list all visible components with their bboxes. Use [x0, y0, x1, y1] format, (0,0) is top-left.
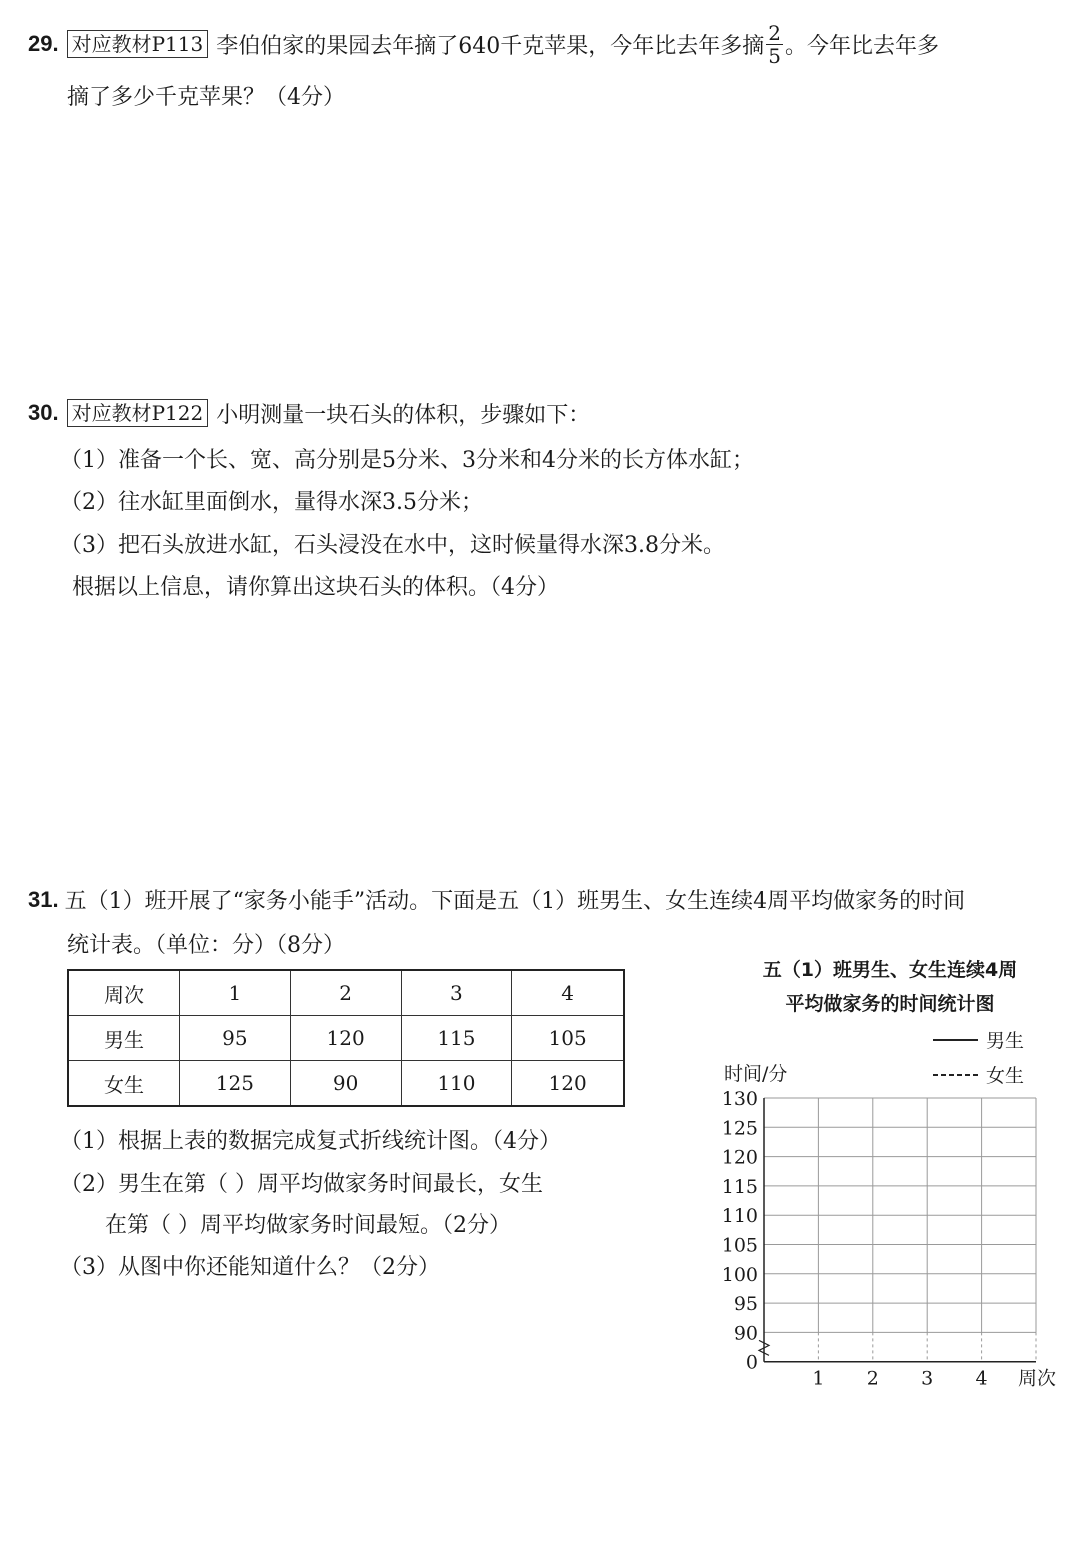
q30-step3: （3）把石头放进水缸，石头浸没在水中，这时候量得水深3.8分米。	[60, 533, 725, 558]
chart-title-line2: 平均做家务的时间统计图	[785, 993, 995, 1015]
y-tick-label: 0	[745, 1351, 758, 1374]
x-tick-label: 4	[975, 1367, 988, 1390]
x-axis-label: 周次	[1018, 1367, 1057, 1390]
y-tick-label: 130	[721, 1088, 758, 1110]
q29-text-b: 。今年比去年多	[784, 33, 939, 59]
table-header-cell: 3	[401, 970, 512, 1016]
q30-step2: （2）往水缸里面倒水，量得水深3.5分米；	[60, 490, 483, 515]
table-header-cell: 4	[512, 970, 624, 1016]
y-tick-label: 110	[721, 1205, 758, 1228]
y-tick-label: 95	[733, 1293, 758, 1316]
q29-fraction-numerator: 2	[768, 20, 781, 45]
table-cell: 男生	[68, 1016, 180, 1061]
table-header-cell: 周次	[68, 970, 180, 1016]
table-cell: 105	[512, 1016, 624, 1061]
y-tick-label: 125	[721, 1117, 758, 1140]
legend-label: 女生	[986, 1065, 1025, 1087]
table-cell: 95	[180, 1016, 291, 1061]
q31-number: 31.	[28, 886, 59, 912]
table-cell: 120	[290, 1016, 401, 1061]
table-header-cell: 1	[180, 970, 291, 1016]
y-tick-label: 100	[721, 1263, 758, 1286]
table-header-cell: 2	[290, 970, 401, 1016]
legend-label: 男生	[986, 1030, 1025, 1052]
table-cell: 120	[512, 1061, 624, 1107]
q29-text-a: 李伯伯家的果园去年摘了640千克苹果，今年比去年多摘	[216, 33, 765, 59]
q31-sub2b: 在第（ ）周平均做家务时间最短。（2分）	[105, 1213, 511, 1238]
x-tick-label: 1	[812, 1367, 825, 1390]
x-tick-label: 2	[866, 1367, 879, 1390]
x-tick-label: 3	[921, 1367, 934, 1390]
chart-title-line1: 五（1）班男生、女生连续4周	[762, 959, 1018, 981]
y-axis-label: 时间/分	[724, 1063, 788, 1085]
table-cell: 115	[401, 1016, 512, 1061]
table-cell: 90	[290, 1061, 401, 1107]
y-tick-label: 90	[733, 1322, 758, 1345]
q29-line2: 摘了多少千克苹果？（4分）	[67, 85, 345, 110]
axis-break-mark	[759, 1340, 769, 1355]
q31-sub3: （3）从图中你还能知道什么？（2分）	[60, 1255, 440, 1280]
q29-textbook-ref: 对应教材P113	[67, 30, 209, 58]
q29-number: 29.	[28, 31, 59, 56]
q30-textbook-ref: 对应教材P122	[67, 399, 209, 427]
y-tick-label: 115	[721, 1175, 758, 1198]
table-cell: 110	[401, 1061, 512, 1107]
q31-text-line1: 五（1）班开展了“家务小能手”活动。下面是五（1）班男生、女生连续4周平均做家务的时间	[64, 889, 966, 914]
q30-step1: （1）准备一个长、宽、高分别是5分米、3分米和4分米的长方体水缸；	[60, 448, 754, 473]
q30-intro: 小明测量一块石头的体积，步骤如下：	[216, 402, 591, 428]
y-tick-label: 120	[721, 1146, 758, 1169]
table-cell: 女生	[68, 1061, 180, 1107]
q31-sub1: （1）根据上表的数据完成复式折线统计图。（4分）	[60, 1129, 561, 1154]
q29-fraction-denominator: 5	[768, 43, 781, 68]
q30-question: 根据以上信息，请你算出这块石头的体积。（4分）	[72, 575, 559, 600]
q31-line2: 统计表。（单位：分）（8分）	[67, 933, 345, 958]
y-tick-label: 105	[721, 1234, 758, 1257]
q30-number: 30.	[28, 400, 59, 425]
table-cell: 125	[180, 1061, 291, 1107]
q31-sub2a: （2）男生在第（ ）周平均做家务时间最长，女生	[60, 1172, 543, 1197]
